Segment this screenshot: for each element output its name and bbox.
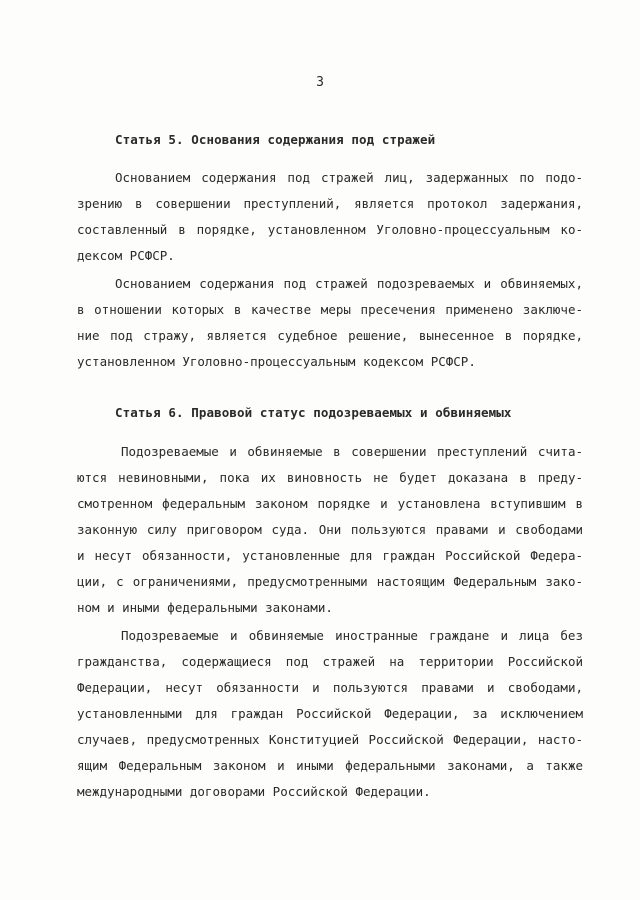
article-6-p1-line-7: ном и иными федеральными законами. (77, 600, 333, 615)
article-6-p2-line-5: случаев, предусмотренных Конституцией Российской Федерации, насто- (77, 732, 583, 747)
article-5-p1-line-2: зрению в совершении преступлений, является протокол задержания, (77, 196, 583, 211)
article-6-p2-line-3: Федерации, несут обязанности и пользуются правами и свободами, (77, 680, 583, 695)
article-6-p1-line-5: и несут обязанности, установленные для граждан Российской Федера- (77, 548, 583, 563)
article-5-p1-line-1: Основанием содержания под стражей лиц, задержанных по подо- (115, 170, 583, 185)
article-6-p2-line-2: гражданства, содержащиеся под стражей на территории Российской (77, 654, 583, 669)
article-6-p1-line-3: смотренном федеральным законом порядке и установлена вступившим в (77, 496, 583, 511)
article-6-p2-line-6: ящим Федеральным законом и иными федеральными законами, а также (77, 758, 583, 773)
article-5-p1-line-3: составленный в порядке, установленном Уголовно-процессуальным ко- (77, 222, 583, 237)
article-6-p2-line-4: установленными для граждан Российской Федерации, за исключением (77, 706, 583, 721)
article-5-p1-line-4: дексом РСФСР. (77, 248, 175, 263)
article-5-heading: Статья 5. Основания содержания под стражей (115, 132, 436, 147)
article-6-heading: Статья 6. Правовой статус подозреваемых и обвиняемых (115, 405, 512, 420)
article-6-p2-line-1: Подозреваемые и обвиняемые иностранные граждане и лица без (121, 628, 583, 643)
article-5-p2-line-2: в отношении которых в качестве меры пресечения применено заключе- (77, 302, 583, 317)
article-6-p1-line-4: законную силу приговором суда. Они пользуются правами и свободами (77, 522, 583, 537)
article-5-p2-line-4: установленном Уголовно-процессуальным кодексом РСФСР. (77, 354, 476, 369)
article-6-p1-line-1: Подозреваемые и обвиняемые в совершении преступлений счита- (121, 444, 583, 459)
article-6-p2-line-7: международными договорами Российской Федерации. (77, 784, 431, 799)
page-number: 3 (316, 75, 324, 90)
article-6-p1-line-6: ции, с ограничениями, предусмотренными настоящим Федеральным зако- (77, 574, 583, 589)
article-6-p1-line-2: ются невиновными, пока их виновность не будет доказана в преду- (77, 470, 583, 485)
article-5-p2-line-1: Основанием содержания под стражей подозреваемых и обвиняемых, (115, 276, 583, 291)
article-5-p2-line-3: ние под стражу, является судебное решение, вынесенное в порядке, (77, 328, 583, 343)
